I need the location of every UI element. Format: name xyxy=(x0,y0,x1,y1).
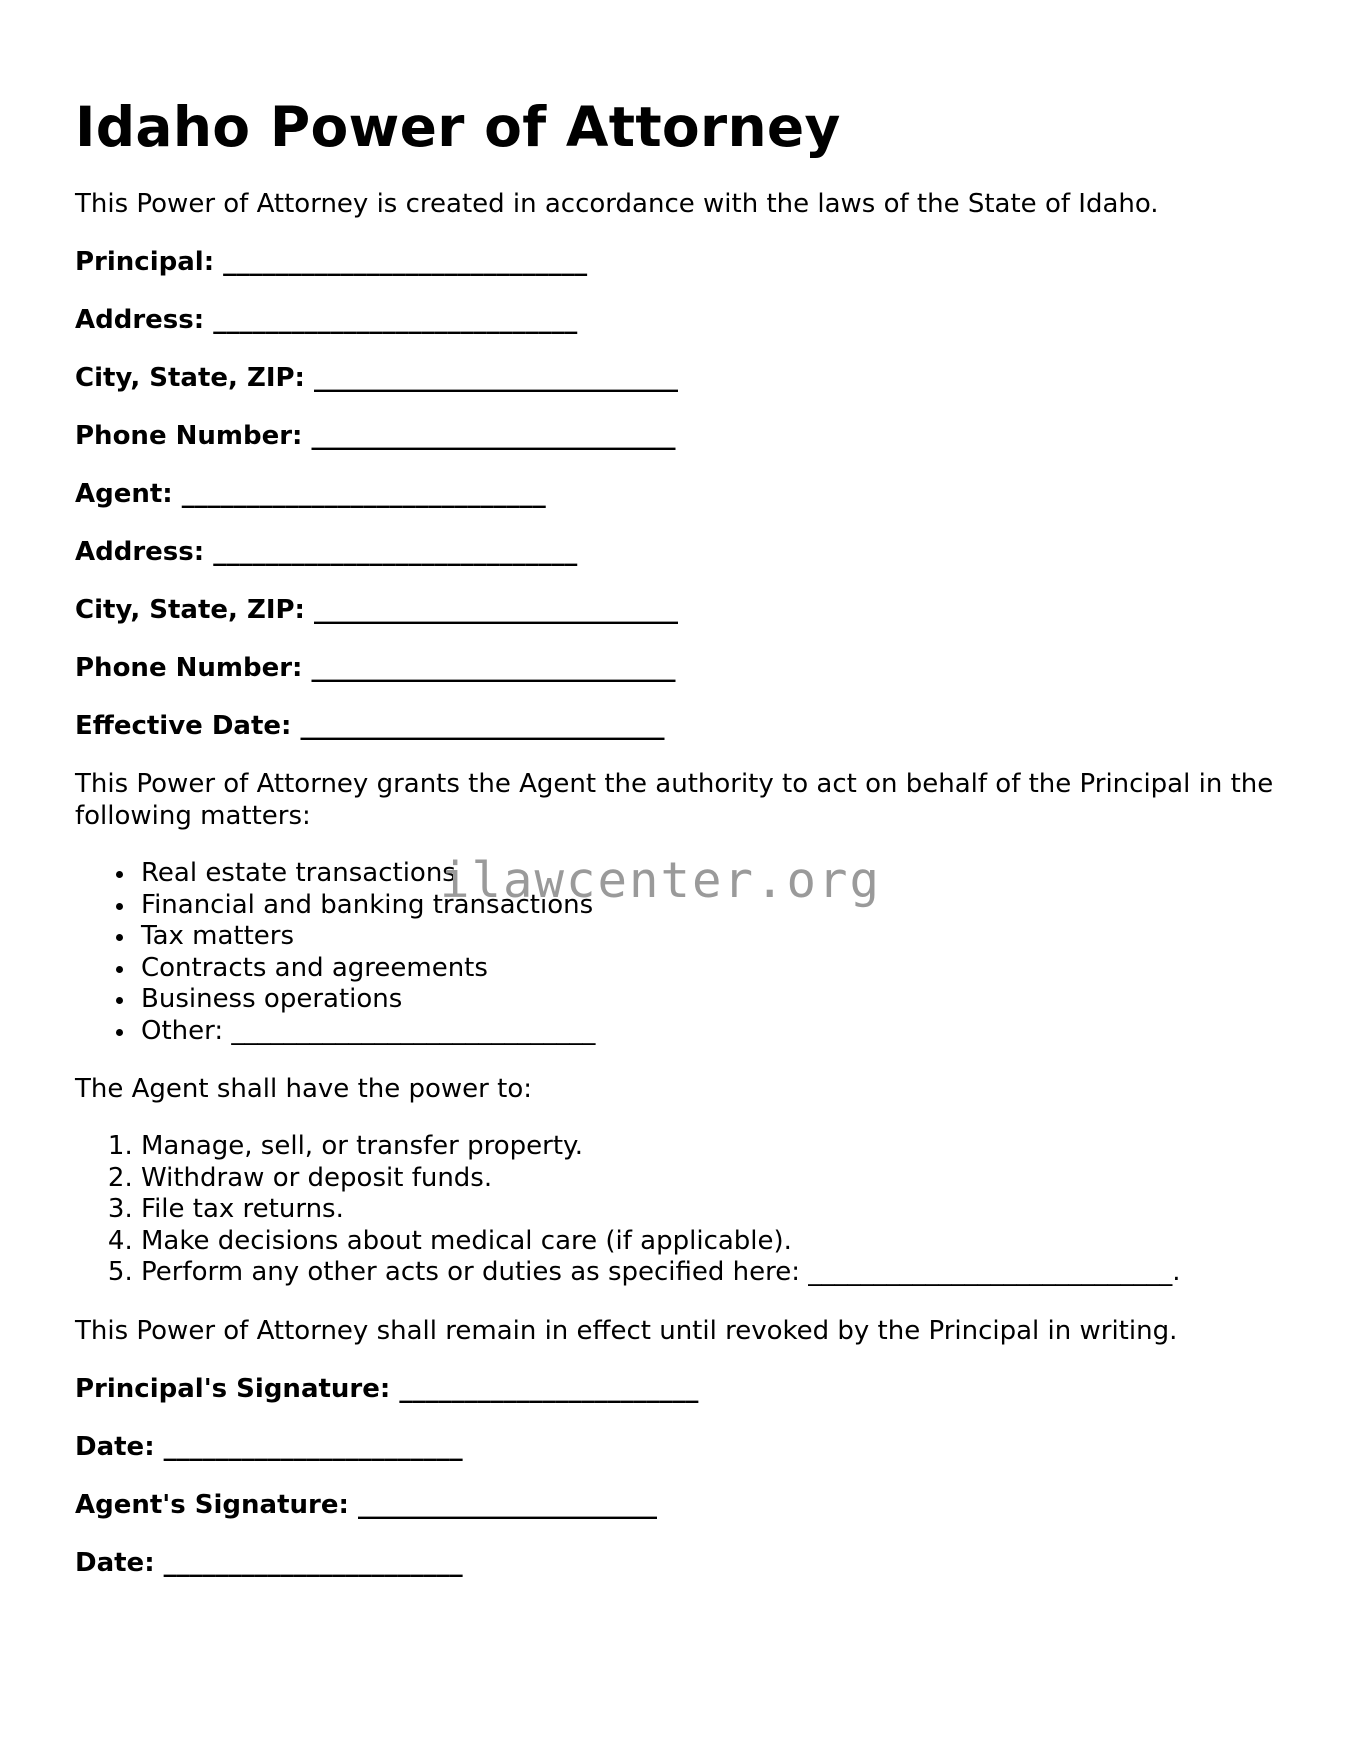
list-item: Contracts and agreements xyxy=(141,953,1295,985)
agent-address-blank[interactable]: ____________________________ xyxy=(213,537,578,567)
powers-list xyxy=(75,1131,1295,1289)
grants-text: This Power of Attorney grants the Agent the authority to act on behalf of the Principal in the following matters: xyxy=(75,769,1274,831)
agent-signature-label: Agent's Signature: xyxy=(75,1489,349,1520)
principal-date-field[interactable] xyxy=(75,1431,1295,1463)
effective-date-label: Effective Date: xyxy=(75,711,292,741)
principal-signature-blank[interactable]: _______________________ xyxy=(399,1373,699,1404)
agent-city-label: City, State, ZIP: xyxy=(75,595,305,625)
effective-date-blank[interactable]: ____________________________ xyxy=(300,711,665,741)
agent-date-blank[interactable]: _______________________ xyxy=(163,1547,463,1578)
principal-date-label: Date: xyxy=(75,1431,155,1462)
intro-text: This Power of Attorney is created in accordance with the laws of the State of Idaho. xyxy=(75,189,1159,219)
agent-city-field[interactable] xyxy=(75,594,1295,626)
principal-signature-field[interactable] xyxy=(75,1373,1295,1405)
list-item: Real estate transactions xyxy=(141,858,1295,890)
agent-name-field[interactable] xyxy=(75,478,1295,510)
list-item: 1. Manage, sell, or transfer property. xyxy=(141,1131,1295,1163)
principal-address-field[interactable] xyxy=(75,304,1295,336)
powers-intro: The Agent shall have the power to: xyxy=(75,1074,532,1104)
agent-name-label: Agent: xyxy=(75,479,173,509)
list-item: Business operations xyxy=(141,984,1295,1016)
agent-signature-field[interactable] xyxy=(75,1489,1295,1521)
agent-address-field[interactable] xyxy=(75,536,1295,568)
agent-date-field[interactable] xyxy=(75,1547,1295,1579)
principal-phone-blank[interactable]: ____________________________ xyxy=(311,421,676,451)
list-item: 2. Withdraw or deposit funds. xyxy=(141,1163,1295,1195)
principal-address-blank[interactable]: ____________________________ xyxy=(213,305,578,335)
agent-phone-field[interactable] xyxy=(75,652,1295,684)
list-item: 3. File tax returns. xyxy=(141,1194,1295,1226)
list-item: Tax matters xyxy=(141,921,1295,953)
agent-address-label: Address: xyxy=(75,537,205,567)
document-title: Idaho Power of Attorney xyxy=(75,95,841,159)
watermark: ilawcenter.org xyxy=(440,852,882,909)
principal-name-field[interactable] xyxy=(75,246,1295,278)
effective-date-field[interactable] xyxy=(75,710,1295,742)
agent-date-label: Date: xyxy=(75,1547,155,1578)
principal-city-label: City, State, ZIP: xyxy=(75,363,305,393)
principal-city-field[interactable] xyxy=(75,362,1295,394)
agent-city-blank[interactable]: ____________________________ xyxy=(314,595,679,625)
list-item: 4. Make decisions about medical care (if applicable). xyxy=(141,1226,1295,1258)
agent-signature-blank[interactable]: _______________________ xyxy=(357,1489,657,1520)
principal-name-label: Principal: xyxy=(75,247,215,277)
agent-name-blank[interactable]: ____________________________ xyxy=(181,479,546,509)
list-item: Financial and banking transactions xyxy=(141,890,1295,922)
agent-phone-label: Phone Number: xyxy=(75,653,303,683)
principal-date-blank[interactable]: _______________________ xyxy=(163,1431,463,1462)
principal-phone-label: Phone Number: xyxy=(75,421,303,451)
list-item-other[interactable]: Other: ____________________________ xyxy=(141,1016,1295,1048)
principal-name-blank[interactable]: ____________________________ xyxy=(223,247,588,277)
principal-address-label: Address: xyxy=(75,305,205,335)
document-page xyxy=(75,92,1295,1579)
principal-signature-label: Principal's Signature: xyxy=(75,1373,391,1404)
principal-phone-field[interactable] xyxy=(75,420,1295,452)
effect-text: This Power of Attorney shall remain in effect until revoked by the Principal in writing. xyxy=(75,1315,1178,1346)
list-item-other-acts[interactable]: 5. Perform any other acts or duties as specified here: ____________________________. xyxy=(141,1257,1295,1289)
principal-city-blank[interactable]: ____________________________ xyxy=(314,363,679,393)
agent-phone-blank[interactable]: ____________________________ xyxy=(311,653,676,683)
